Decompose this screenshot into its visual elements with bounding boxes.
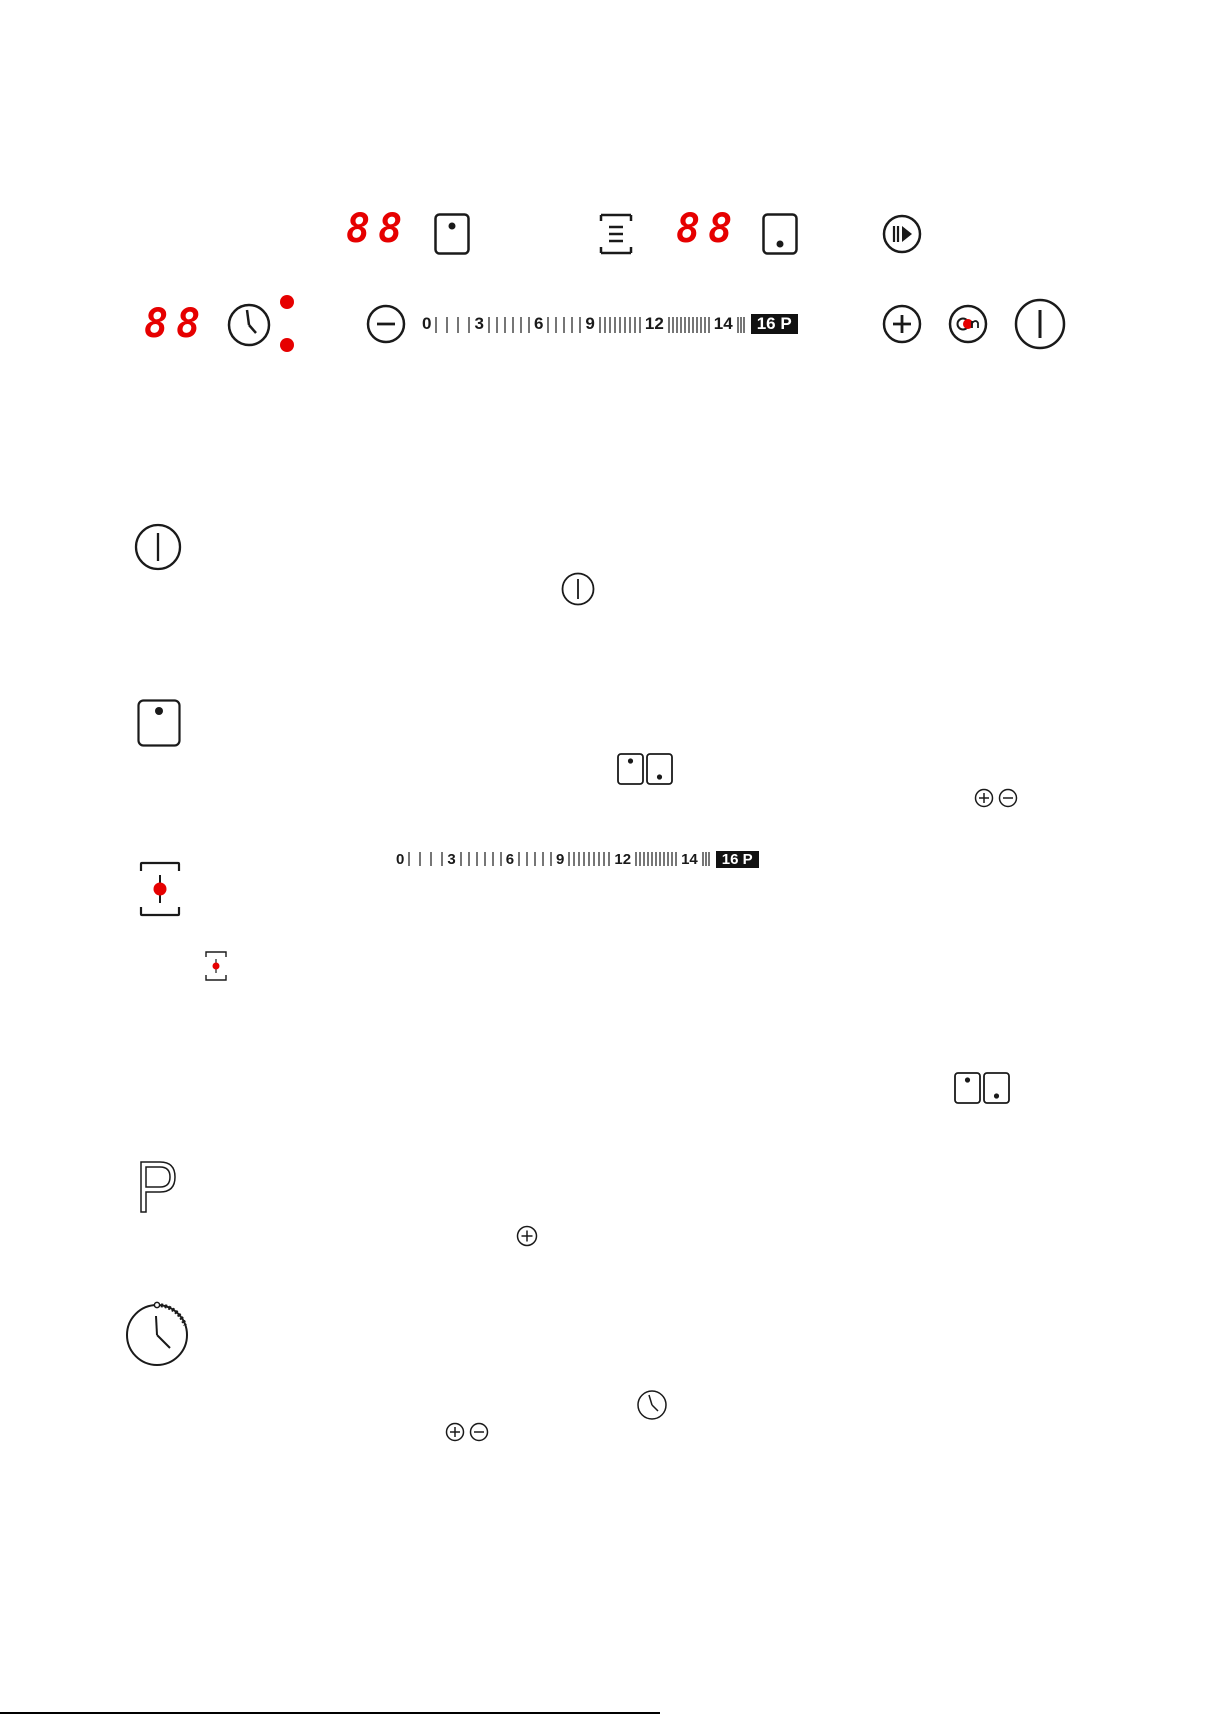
scale-ticks: [737, 317, 745, 332]
timer-indicator-top: [280, 295, 294, 309]
inline-power-icon: [561, 572, 595, 606]
scale-label: 0: [422, 314, 432, 333]
zone2-display: 88: [676, 206, 741, 252]
zone1-display: 88: [346, 206, 411, 252]
scale-label: 12: [644, 314, 664, 333]
bridge-icon[interactable]: [598, 213, 634, 255]
power-level-scale[interactable]: [422, 313, 798, 335]
timer-icon[interactable]: [226, 302, 272, 348]
scale-label: 6: [533, 314, 544, 333]
keep-warm-icon[interactable]: [948, 304, 988, 344]
inline-plus-minus-icon: [974, 788, 1020, 808]
scale-ticks: [435, 317, 470, 332]
timer-display: 88: [144, 301, 209, 347]
legend-boost-p-icon: [138, 1160, 178, 1214]
scale-label: 14: [681, 850, 698, 868]
scale-ticks: [488, 317, 530, 332]
scale-label: 12: [614, 850, 632, 868]
zone-rear-icon[interactable]: [762, 213, 798, 255]
scale-ticks: [547, 317, 581, 332]
legend-power-scale: [396, 849, 759, 869]
scale-ticks: [635, 852, 677, 867]
plus-icon[interactable]: [882, 304, 922, 344]
scale-label: 14: [713, 314, 733, 333]
legend-timer-icon: [124, 1302, 190, 1368]
scale-boost-label: 16 P: [716, 851, 759, 868]
scale-ticks: [668, 317, 710, 332]
play-pause-icon[interactable]: [882, 214, 922, 254]
inline-zone-select-icon: [205, 951, 227, 981]
legend-power-icon: [134, 523, 182, 571]
scale-ticks: [408, 852, 443, 867]
minus-icon[interactable]: [366, 304, 406, 344]
scale-label: 3: [447, 850, 456, 868]
scale-label: 9: [556, 850, 565, 868]
timer-indicator-bottom: [280, 338, 294, 352]
inline-zone-pair-icon-2: [954, 1072, 1010, 1104]
page-bottom-rule: [0, 1712, 660, 1714]
legend-zone-select-icon: [139, 861, 181, 917]
inline-timer-icon: [636, 1389, 668, 1421]
scale-ticks: [568, 852, 610, 867]
scale-label: 6: [505, 850, 515, 868]
scale-ticks: [702, 852, 710, 867]
scale-ticks: [460, 852, 502, 867]
scale-boost-label: 16 P: [751, 314, 798, 334]
scale-label: 9: [585, 314, 595, 333]
scale-ticks: [518, 852, 552, 867]
scale-label: 3: [474, 314, 484, 333]
scale-label: 0: [396, 850, 405, 868]
scale-ticks: [599, 317, 641, 332]
inline-zone-pair-icon: [617, 753, 673, 785]
power-icon[interactable]: [1014, 298, 1066, 350]
inline-plus-icon: [516, 1225, 538, 1247]
legend-zone-icon: [137, 699, 181, 747]
zone-front-icon[interactable]: [434, 213, 470, 255]
inline-plus-minus-icon-2: [445, 1422, 491, 1442]
